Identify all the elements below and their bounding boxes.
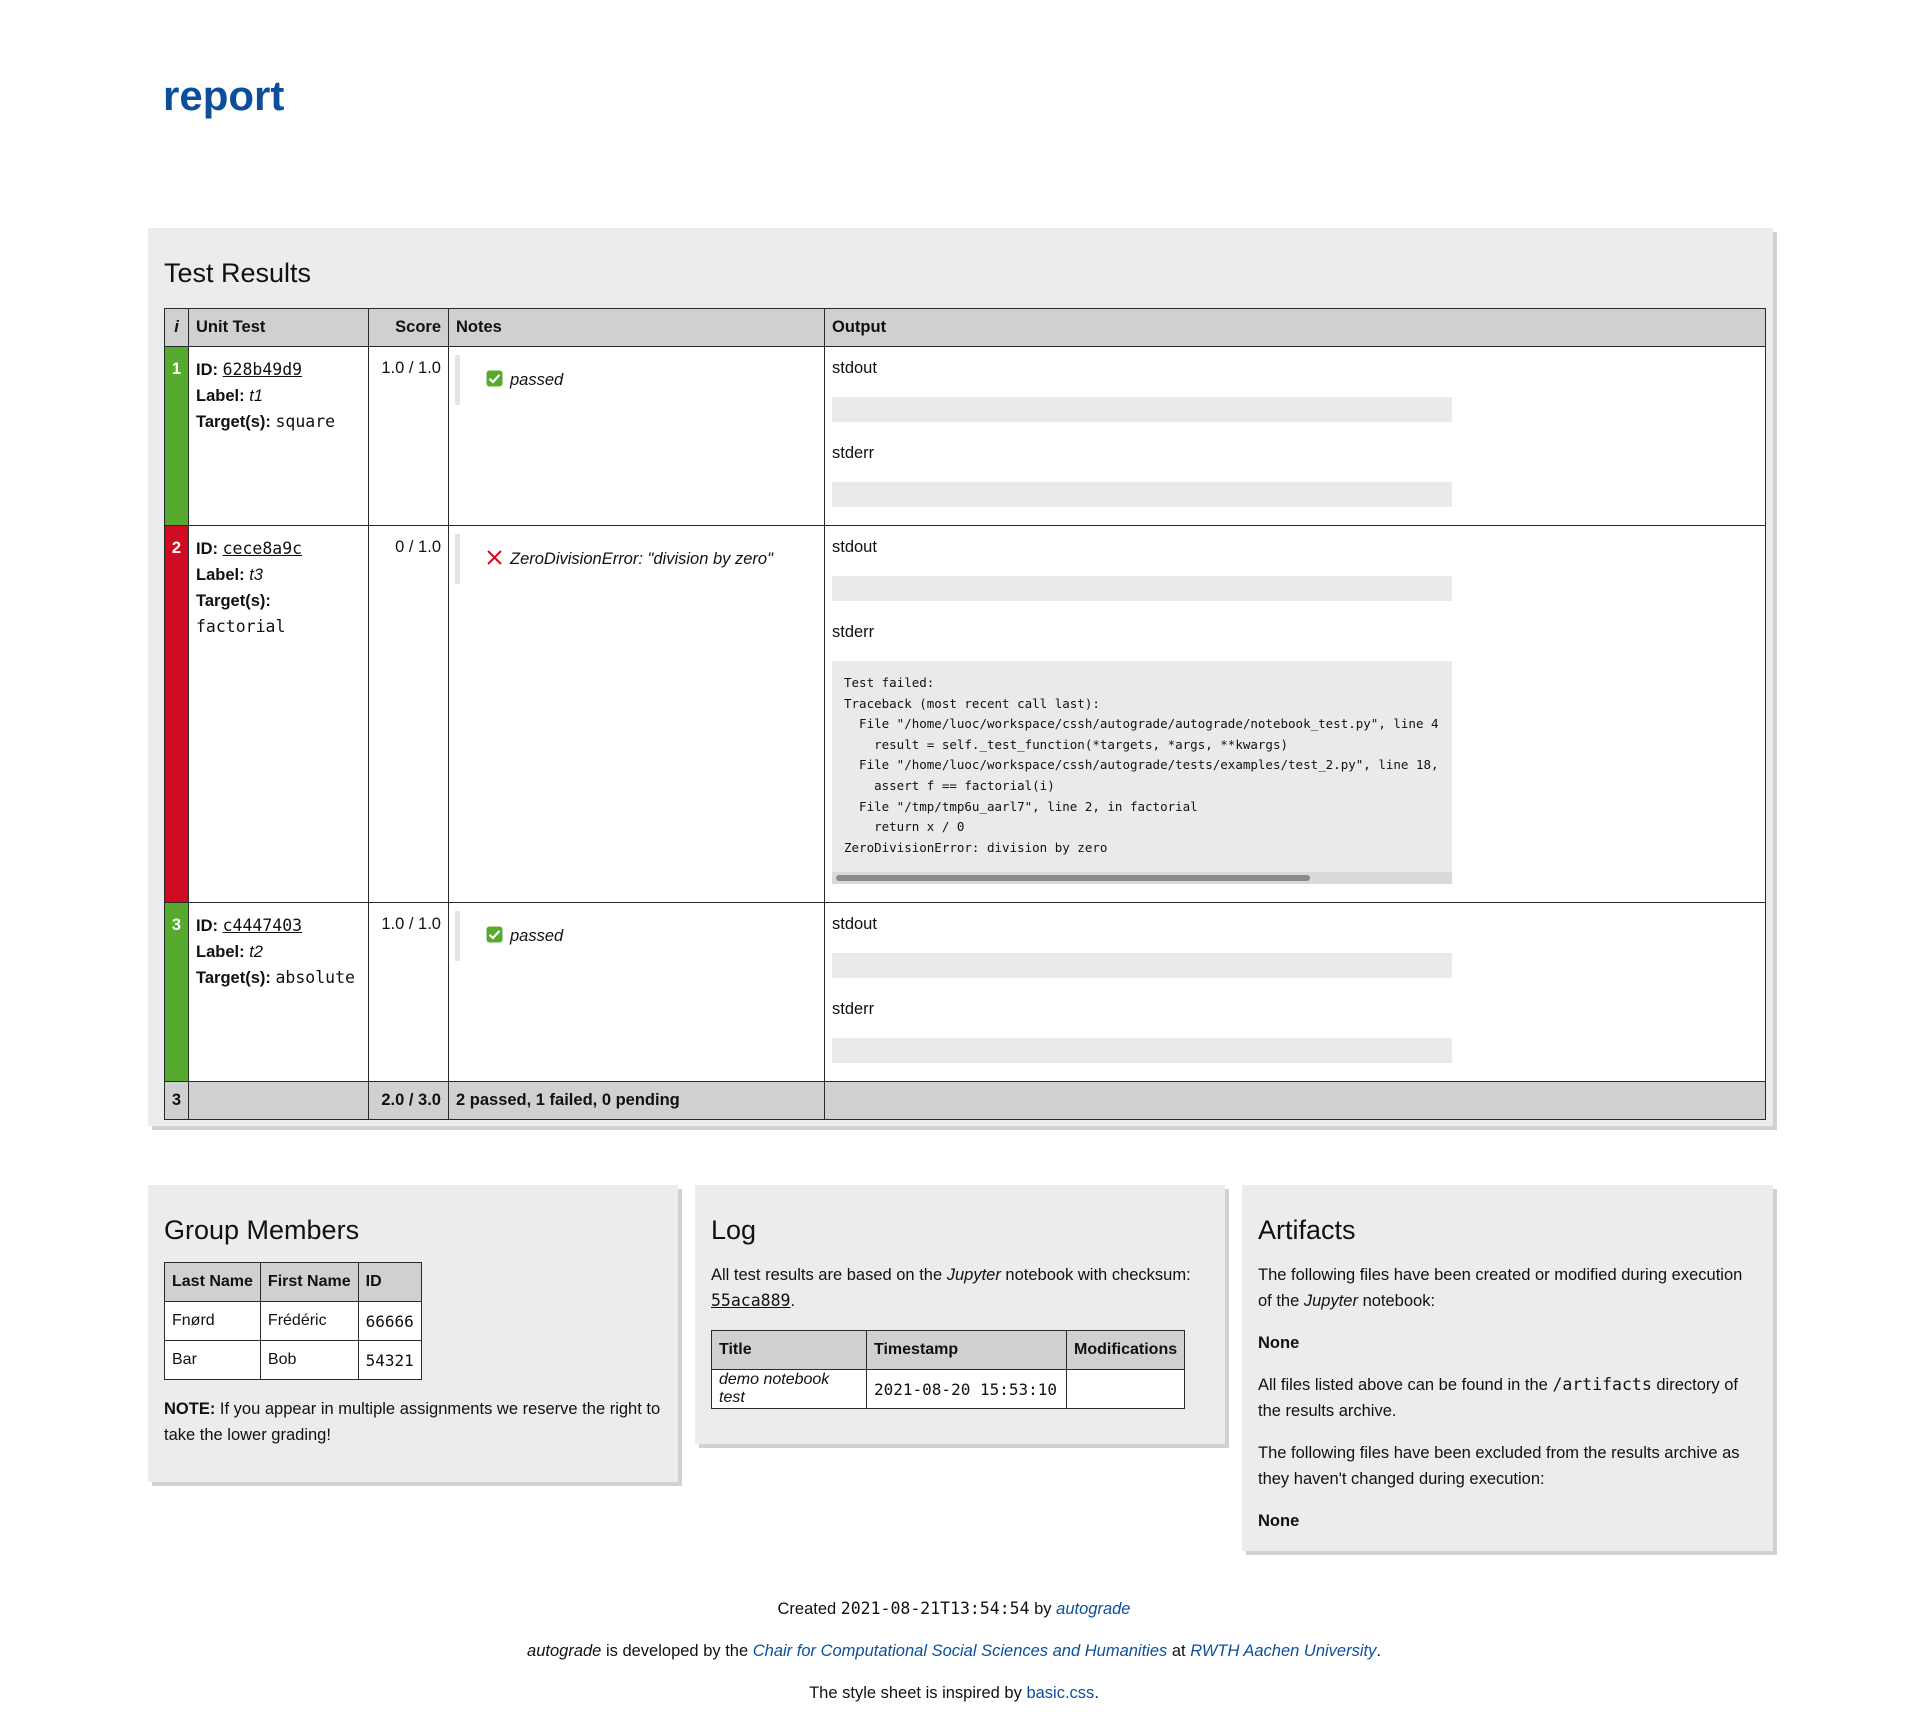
table-row: [165, 526, 1766, 903]
member-id: 54321: [358, 1341, 421, 1380]
artifacts-card: [1242, 1185, 1773, 1551]
unit-test-cell: [189, 347, 369, 526]
member-first-name: Frédéric: [260, 1302, 358, 1341]
column-header-first-name: First Name: [260, 1263, 358, 1302]
table-header-row: [165, 1263, 422, 1302]
column-header-index: i: [165, 309, 189, 347]
log-timestamp: 2021-08-20 15:53:10: [867, 1370, 1067, 1409]
stdout-label: stdout: [832, 538, 877, 556]
note-text: ZeroDivisionError: "division by zero": [510, 550, 773, 568]
artifacts-heading: Artifacts: [1258, 1215, 1356, 1245]
group-note-label: NOTE:: [164, 1400, 216, 1418]
targets-label: Target(s):: [196, 413, 271, 431]
page-footer: [0, 1596, 1908, 1722]
unit-test-cell: [189, 903, 369, 1082]
summary-count: 3: [165, 1082, 189, 1120]
test-label: t1: [249, 387, 263, 405]
summary-empty: [189, 1082, 369, 1120]
test-results-heading: Test Results: [164, 258, 312, 288]
footer-created-line: Created 2021-08-21T13:54:54 by autograde: [777, 1599, 1131, 1618]
chair-link[interactable]: Chair for Computational Social Sciences and Humanities: [752, 1642, 1168, 1660]
created-timestamp: 2021-08-21T13:54:54: [840, 1599, 1030, 1618]
test-id-link[interactable]: 628b49d9: [222, 360, 303, 379]
cross-icon: [486, 549, 503, 572]
test-targets: square: [275, 412, 336, 431]
row-index-badge: 3: [165, 903, 189, 1082]
column-header-timestamp: Timestamp: [867, 1331, 1067, 1370]
artifacts-excluded-list: None: [1258, 1512, 1300, 1530]
table-row: [712, 1370, 1185, 1409]
stderr-label: stderr: [832, 1000, 875, 1018]
check-icon: [486, 370, 503, 393]
row-index-badge: 1: [165, 347, 189, 526]
log-title: demo notebook test: [712, 1370, 867, 1409]
column-header-modifications: Modifications: [1067, 1331, 1185, 1370]
stdout-block: [832, 397, 1452, 422]
column-header-notes: Notes: [449, 309, 825, 347]
footer-developer-line: autograde is developed by the Chair for Computational Social Sciences and Humanities at RWTH Aachen University.: [527, 1642, 1381, 1660]
basic-css-link[interactable]: basic.css: [1026, 1684, 1095, 1702]
test-id-link[interactable]: c4447403: [222, 916, 303, 935]
note-block: [455, 355, 818, 405]
table-row: [165, 347, 1766, 526]
id-label: ID:: [196, 917, 218, 935]
table-row: [165, 903, 1766, 1082]
label-label: Label:: [196, 943, 245, 961]
test-label: t2: [249, 943, 263, 961]
footer-style-line: The style sheet is inspired by basic.css.: [809, 1684, 1099, 1702]
artifacts-excluded-intro: The following files have been excluded from the results archive as they haven't changed during execution:: [1258, 1444, 1740, 1488]
table-summary-row: [165, 1082, 1766, 1120]
artifacts-created-intro: The following files have been created or modified during execution of the Jupyter notebook:: [1258, 1266, 1743, 1310]
column-header-last-name: Last Name: [165, 1263, 261, 1302]
notes-cell: [449, 526, 825, 903]
stdout-block: [832, 576, 1452, 601]
stdout-label: stdout: [832, 915, 877, 933]
artifacts-created-list: None: [1258, 1334, 1300, 1352]
summary-output-empty: [825, 1082, 1766, 1120]
summary-total-score: 2.0 / 3.0: [369, 1082, 449, 1120]
group-members-card: [148, 1185, 678, 1482]
log-intro: All test results are based on the Jupyter notebook with checksum: 55aca889.: [711, 1266, 1191, 1310]
column-header-output: Output: [825, 309, 1766, 347]
id-label: ID:: [196, 361, 218, 379]
test-results-card: [148, 228, 1773, 1126]
score-cell: 1.0 / 1.0: [369, 903, 449, 1082]
stderr-block: [832, 1038, 1452, 1063]
output-cell: [825, 903, 1766, 1082]
score-cell: 1.0 / 1.0: [369, 347, 449, 526]
test-label: t3: [249, 566, 263, 584]
table-header-row: [712, 1331, 1185, 1370]
column-header-title: Title: [712, 1331, 867, 1370]
summary-status: 2 passed, 1 failed, 0 pending: [449, 1082, 825, 1120]
rwth-link[interactable]: RWTH Aachen University: [1190, 1642, 1377, 1660]
stdout-block: [832, 953, 1452, 978]
note-block: [455, 911, 818, 961]
targets-label: Target(s):: [196, 592, 271, 610]
notes-cell: [449, 903, 825, 1082]
label-label: Label:: [196, 387, 245, 405]
note-block: [455, 534, 818, 584]
unit-test-cell: [189, 526, 369, 903]
check-icon: [486, 926, 503, 949]
scrollbar-thumb[interactable]: [836, 875, 1310, 881]
group-members-heading: Group Members: [164, 1215, 360, 1245]
targets-label: Target(s):: [196, 969, 271, 987]
stderr-block[interactable]: [832, 661, 1452, 884]
table-header-row: [165, 309, 1766, 347]
log-modifications: [1067, 1370, 1185, 1409]
label-label: Label:: [196, 566, 245, 584]
member-first-name: Bob: [260, 1341, 358, 1380]
table-row: [165, 1341, 422, 1380]
member-last-name: Fnørd: [165, 1302, 261, 1341]
test-results-table: [164, 308, 1766, 1120]
row-index-badge: 2: [165, 526, 189, 903]
stderr-label: stderr: [832, 444, 875, 462]
group-note-text: If you appear in multiple assignments we reserve the right to take the lower grading!: [164, 1400, 661, 1444]
log-table: [711, 1330, 1185, 1409]
stdout-label: stdout: [832, 359, 877, 377]
group-members-table: [164, 1262, 422, 1380]
note-text: passed: [510, 927, 564, 945]
column-header-score: Score: [369, 309, 449, 347]
page-title: report: [163, 72, 285, 119]
note-text: passed: [510, 371, 564, 389]
group-note: [164, 1396, 662, 1448]
autograde-link[interactable]: autograde: [1056, 1600, 1131, 1618]
score-cell: 0 / 1.0: [369, 526, 449, 903]
horizontal-scrollbar[interactable]: [832, 872, 1452, 884]
output-cell: [825, 347, 1766, 526]
artifacts-location: All files listed above can be found in the /artifacts directory of the results archive.: [1258, 1375, 1738, 1420]
test-targets: factorial: [196, 617, 286, 636]
member-last-name: Bar: [165, 1341, 261, 1380]
log-card: [695, 1185, 1225, 1444]
output-cell: [825, 526, 1766, 903]
table-row: [165, 1302, 422, 1341]
column-header-id: ID: [358, 1263, 421, 1302]
stderr-block: [832, 482, 1452, 507]
test-id-link[interactable]: cece8a9c: [222, 539, 303, 558]
column-header-unit-test: Unit Test: [189, 309, 369, 347]
member-id: 66666: [358, 1302, 421, 1341]
checksum-link[interactable]: 55aca889: [711, 1291, 791, 1310]
log-heading: Log: [711, 1215, 757, 1245]
stderr-label: stderr: [832, 623, 875, 641]
stderr-traceback: Test failed: Traceback (most recent call last): File "/home/luoc/workspace/cssh/autograde/autograde/notebook_test.py", line 4 result = self._test_function(*targets, *args, **kwargs) File "/home/luoc/workspace/cssh/autograde/tests/examples/test_2.py", line 18, assert f == factorial(i) File "/tmp/tmp6u_aarl7", line 2, in factorial return x / 0 ZeroDivisionError: division by zero: [844, 675, 1439, 855]
id-label: ID:: [196, 540, 218, 558]
test-targets: absolute: [275, 968, 355, 987]
notes-cell: [449, 347, 825, 526]
